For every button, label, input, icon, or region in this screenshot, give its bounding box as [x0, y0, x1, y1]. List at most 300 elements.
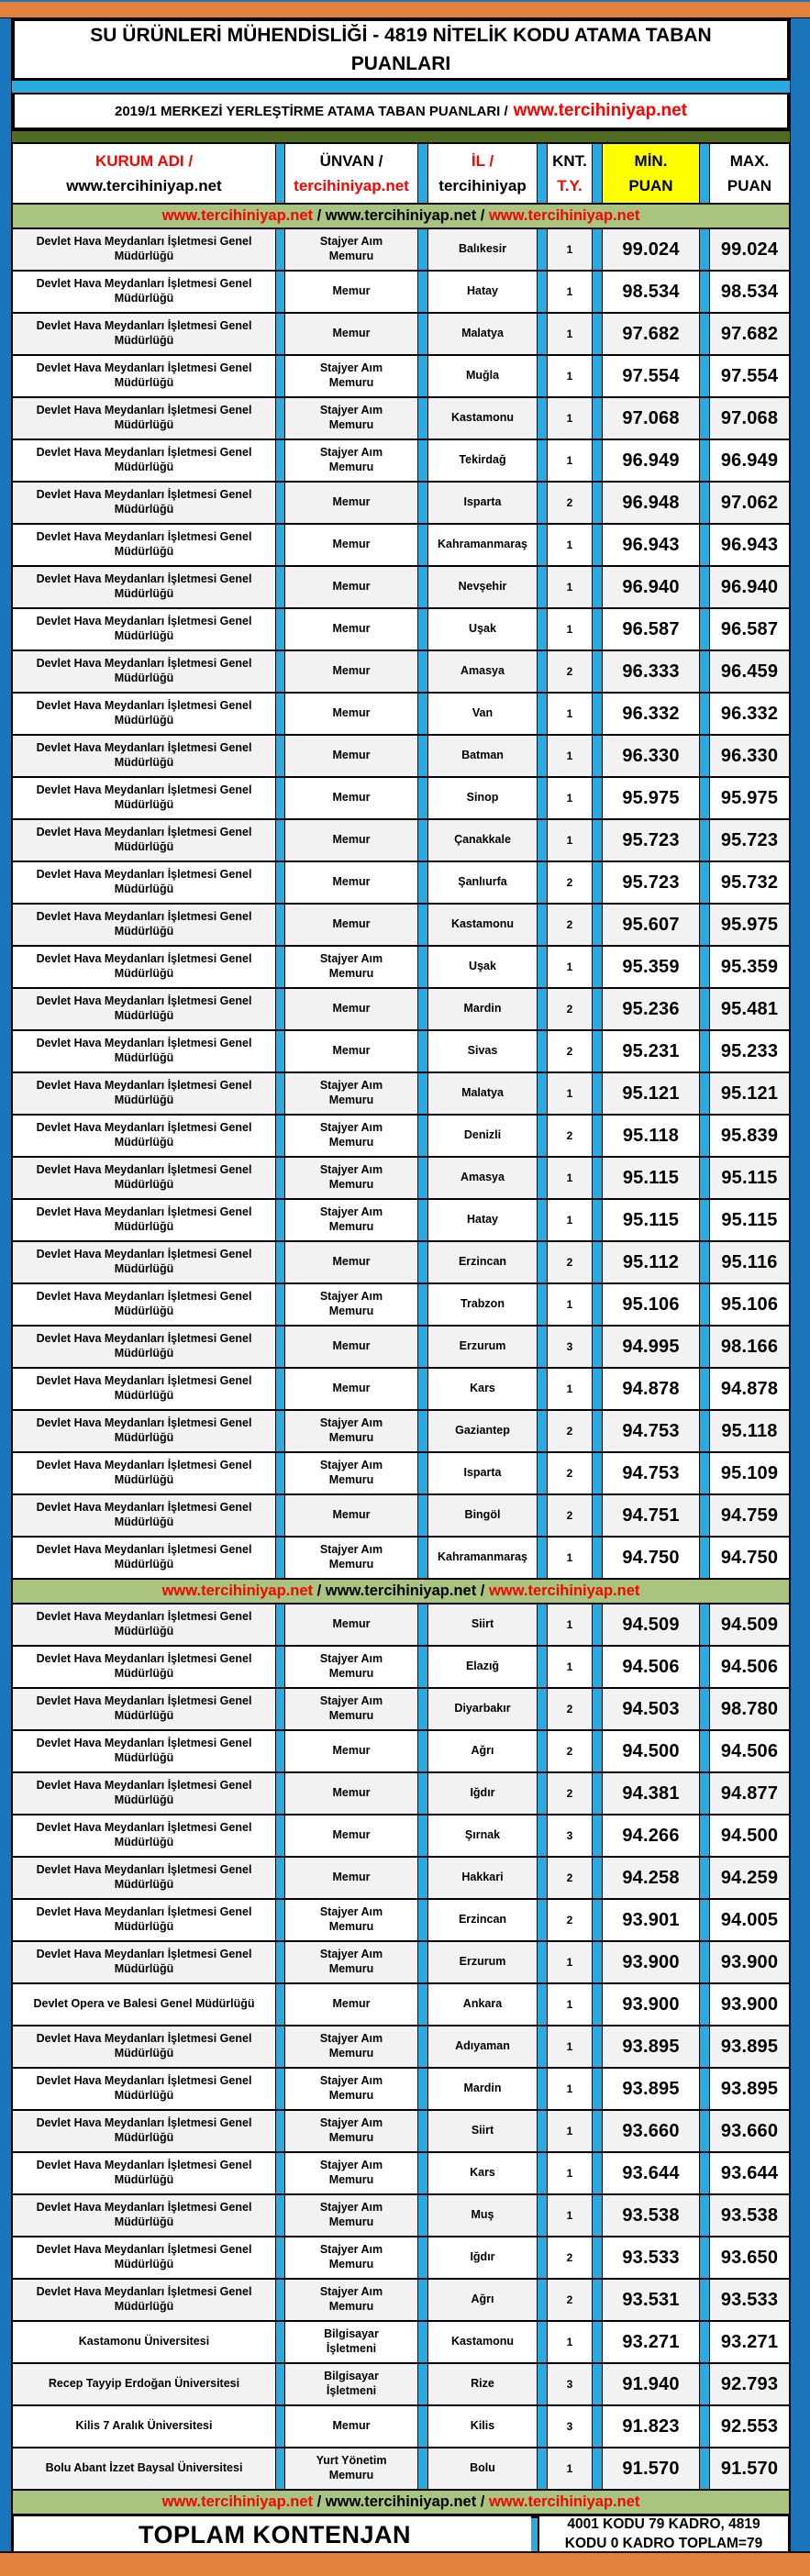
column-gap	[593, 2152, 602, 2194]
cell-max: 93.538	[709, 2194, 790, 2237]
cell-max: 94.878	[709, 1368, 790, 1410]
column-gap	[418, 1072, 427, 1115]
cell-kurum: Devlet Hava Meydanları İşletmesi Genel Müdürlüğü	[12, 777, 276, 819]
cell-knt: 2	[547, 904, 593, 946]
column-gap	[418, 1030, 427, 1072]
table-row	[12, 1368, 790, 1410]
cell-unvan: Stajyer Aım Memuru	[284, 2068, 418, 2110]
cell-knt: 1	[547, 355, 593, 397]
cell-max: 92.553	[709, 2405, 790, 2448]
column-gap	[276, 313, 284, 355]
header-max-puan: MAX. PUAN	[709, 143, 790, 204]
cell-unvan: Stajyer Aım Memuru	[284, 1941, 418, 1983]
cell-max: 93.900	[709, 1983, 790, 2026]
column-gap	[276, 1941, 284, 1983]
column-gap	[700, 1326, 709, 1368]
cell-knt: 1	[547, 1646, 593, 1688]
cell-knt: 2	[547, 1410, 593, 1452]
table-frame	[11, 18, 791, 2555]
table-row	[12, 1604, 790, 1646]
cell-max: 96.949	[709, 439, 790, 482]
cell-il: Ankara	[427, 1983, 538, 2026]
column-gap	[593, 1283, 602, 1326]
cell-il: Bingöl	[427, 1494, 538, 1537]
cell-min: 95.106	[602, 1283, 700, 1326]
column-gap	[700, 861, 709, 904]
column-gap	[593, 1730, 602, 1772]
cell-kurum: Devlet Hava Meydanları İşletmesi Genel Müdürlüğü	[12, 2279, 276, 2321]
table-row	[12, 566, 790, 608]
cell-min: 97.682	[602, 313, 700, 355]
cell-knt: 1	[547, 1157, 593, 1199]
column-gap	[593, 482, 602, 524]
column-gap	[418, 1899, 427, 1941]
column-gap	[593, 2026, 602, 2068]
table-row	[12, 2110, 790, 2152]
cell-il: Malatya	[427, 313, 538, 355]
column-gap	[700, 271, 709, 313]
cell-unvan: Memur	[284, 1983, 418, 2026]
cell-il: Kastamonu	[427, 2321, 538, 2363]
column-gap	[700, 650, 709, 693]
column-gap	[276, 566, 284, 608]
column-gap	[700, 1157, 709, 1199]
column-gap	[538, 439, 547, 482]
table-row	[12, 861, 790, 904]
table-row	[12, 1983, 790, 2026]
tercihiniyap-link: www.tercihiniyap.net	[161, 207, 314, 224]
cell-knt: 2	[547, 1452, 593, 1494]
column-gap	[418, 1494, 427, 1537]
column-gap	[700, 1072, 709, 1115]
tercihiniyap-link: www.tercihiniyap.net	[488, 1582, 640, 1599]
cell-il: Mardin	[427, 2068, 538, 2110]
cell-min: 96.948	[602, 482, 700, 524]
cell-min: 94.266	[602, 1815, 700, 1857]
cell-il: Uşak	[427, 946, 538, 988]
column-gap	[418, 1326, 427, 1368]
cell-unvan: Stajyer Aım Memuru	[284, 1283, 418, 1326]
cell-il: Erzurum	[427, 1941, 538, 1983]
column-gap	[538, 1326, 547, 1368]
column-gap	[276, 1730, 284, 1772]
table-row	[12, 1241, 790, 1283]
cell-unvan: Memur	[284, 1494, 418, 1537]
column-gap	[276, 271, 284, 313]
cell-knt: 3	[547, 2405, 593, 2448]
top-orange-bar	[0, 2, 810, 18]
cell-kurum: Devlet Hava Meydanları İşletmesi Genel Müdürlüğü	[12, 228, 276, 271]
table-header-row	[12, 143, 790, 204]
column-gap	[276, 1604, 284, 1646]
column-gap	[418, 1199, 427, 1241]
cell-knt: 2	[547, 1857, 593, 1899]
column-gap	[700, 608, 709, 650]
cell-max: 93.644	[709, 2152, 790, 2194]
column-gap	[593, 650, 602, 693]
cell-unvan: Stajyer Aım Memuru	[284, 2026, 418, 2068]
cell-min: 95.723	[602, 819, 700, 861]
column-gap	[538, 1072, 547, 1115]
column-gap	[538, 1537, 547, 1579]
column-gap	[700, 1494, 709, 1537]
cell-il: Ağrı	[427, 2279, 538, 2321]
cell-max: 98.780	[709, 1688, 790, 1730]
cell-min: 94.500	[602, 1730, 700, 1772]
column-gap	[700, 904, 709, 946]
cell-knt: 2	[547, 2237, 593, 2279]
table-row	[12, 2405, 790, 2448]
column-gap	[276, 1646, 284, 1688]
cell-max: 96.332	[709, 693, 790, 735]
column-gap	[593, 1199, 602, 1241]
cell-min: 93.660	[602, 2110, 700, 2152]
cell-kurum: Devlet Hava Meydanları İşletmesi Genel Müdürlüğü	[12, 313, 276, 355]
cell-il: Muğla	[427, 355, 538, 397]
table-row	[12, 946, 790, 988]
table-row	[12, 1941, 790, 1983]
cell-knt: 3	[547, 1815, 593, 1857]
cell-il: Muş	[427, 2194, 538, 2237]
cell-min: 93.644	[602, 2152, 700, 2194]
cell-il: Adıyaman	[427, 2026, 538, 2068]
cell-il: Isparta	[427, 1452, 538, 1494]
table-row	[12, 524, 790, 566]
table-row	[12, 2237, 790, 2279]
column-gap	[418, 524, 427, 566]
table-row	[12, 819, 790, 861]
column-gap	[418, 2321, 427, 2363]
cell-max: 94.509	[709, 1604, 790, 1646]
separator-text: www.tercihiniyap.net	[325, 207, 477, 224]
cell-min: 95.231	[602, 1030, 700, 1072]
cell-max: 96.940	[709, 566, 790, 608]
cell-knt: 1	[547, 1983, 593, 2026]
cell-unvan: Stajyer Aım Memuru	[284, 1537, 418, 1579]
column-gap	[593, 819, 602, 861]
column-gap	[593, 143, 602, 204]
cell-kurum: Devlet Hava Meydanları İşletmesi Genel Müdürlüğü	[12, 1199, 276, 1241]
column-gap	[418, 1283, 427, 1326]
column-gap	[418, 988, 427, 1030]
column-gap	[418, 608, 427, 650]
column-gap	[538, 1688, 547, 1730]
cell-min: 96.330	[602, 735, 700, 777]
column-gap	[276, 524, 284, 566]
column-gap	[700, 1899, 709, 1941]
column-gap	[418, 397, 427, 439]
column-gap	[700, 143, 709, 204]
cell-max: 95.115	[709, 1199, 790, 1241]
column-gap	[538, 1857, 547, 1899]
cell-il: Iğdır	[427, 2237, 538, 2279]
cell-unvan: Memur	[284, 1857, 418, 1899]
cell-min: 94.509	[602, 1604, 700, 1646]
cell-min: 99.024	[602, 228, 700, 271]
cell-min: 96.333	[602, 650, 700, 693]
column-gap	[593, 1157, 602, 1199]
url-separator-row	[12, 2490, 790, 2515]
header-unvan: ÜNVAN / tercihiniyap.net	[284, 143, 418, 204]
table-row	[12, 2448, 790, 2490]
column-gap	[700, 1646, 709, 1688]
column-gap	[593, 2237, 602, 2279]
column-gap	[593, 1030, 602, 1072]
column-gap	[418, 819, 427, 861]
column-gap	[276, 1241, 284, 1283]
cell-max: 95.723	[709, 819, 790, 861]
table-row	[12, 2194, 790, 2237]
table-row	[12, 904, 790, 946]
cell-kurum: Recep Tayyip Erdoğan Üniversitesi	[12, 2363, 276, 2405]
cell-kurum: Devlet Hava Meydanları İşletmesi Genel Müdürlüğü	[12, 1537, 276, 1579]
cell-il: Hatay	[427, 1199, 538, 1241]
cell-il: Mardin	[427, 988, 538, 1030]
column-gap	[700, 1368, 709, 1410]
cell-unvan: Stajyer Aım Memuru	[284, 1646, 418, 1688]
cell-knt: 1	[547, 1941, 593, 1983]
column-gap	[418, 1452, 427, 1494]
cell-kurum: Devlet Hava Meydanları İşletmesi Genel Müdürlüğü	[12, 1772, 276, 1815]
column-gap	[276, 1368, 284, 1410]
cell-knt: 2	[547, 988, 593, 1030]
column-gap	[538, 1368, 547, 1410]
cell-knt: 1	[547, 777, 593, 819]
column-gap	[700, 1604, 709, 1646]
cell-min: 93.901	[602, 1899, 700, 1941]
column-gap	[276, 2194, 284, 2237]
column-gap	[276, 1537, 284, 1579]
tercihiniyap-link: www.tercihiniyap.net	[513, 101, 687, 120]
column-gap	[700, 1730, 709, 1772]
column-gap	[538, 1772, 547, 1815]
cell-il: Balıkesir	[427, 228, 538, 271]
cell-unvan: Memur	[284, 1604, 418, 1646]
cell-knt: 1	[547, 228, 593, 271]
cell-knt: 1	[547, 313, 593, 355]
cell-min: 91.570	[602, 2448, 700, 2490]
column-gap	[418, 1537, 427, 1579]
column-gap	[593, 2110, 602, 2152]
column-gap	[418, 2026, 427, 2068]
table-row	[12, 313, 790, 355]
cell-knt: 1	[547, 819, 593, 861]
column-gap	[418, 1688, 427, 1730]
table-row	[12, 1730, 790, 1772]
cell-kurum: Devlet Hava Meydanları İşletmesi Genel Müdürlüğü	[12, 819, 276, 861]
subtitle-text: 2019/1 MERKEZİ YERLEŞTİRME ATAMA TABAN PUANLARI /	[115, 103, 508, 119]
column-gap	[418, 1410, 427, 1452]
cell-kurum: Devlet Hava Meydanları İşletmesi Genel Müdürlüğü	[12, 524, 276, 566]
table-row	[12, 988, 790, 1030]
cell-min: 95.236	[602, 988, 700, 1030]
column-gap	[276, 2321, 284, 2363]
cell-il: Iğdır	[427, 1772, 538, 1815]
cell-knt: 1	[547, 566, 593, 608]
cell-knt: 1	[547, 1368, 593, 1410]
cell-unvan: Memur	[284, 1326, 418, 1368]
column-gap	[593, 2363, 602, 2405]
cell-unvan: Stajyer Aım Memuru	[284, 2110, 418, 2152]
column-gap	[418, 2363, 427, 2405]
cell-max: 96.459	[709, 650, 790, 693]
cell-knt: 1	[547, 397, 593, 439]
cell-knt: 1	[547, 2321, 593, 2363]
column-gap	[276, 608, 284, 650]
cell-min: 93.895	[602, 2068, 700, 2110]
column-gap	[700, 228, 709, 271]
cell-unvan: Memur	[284, 1815, 418, 1857]
cell-max: 96.587	[709, 608, 790, 650]
column-gap	[418, 482, 427, 524]
quota-summary: 4001 KODU 79 KADRO, 4819 KODU 0 KADRO TOPLAM=79	[538, 2515, 790, 2555]
column-gap	[276, 904, 284, 946]
cell-unvan: Stajyer Aım Memuru	[284, 1688, 418, 1730]
cell-unvan: Stajyer Aım Memuru	[284, 946, 418, 988]
cell-kurum: Devlet Hava Meydanları İşletmesi Genel Müdürlüğü	[12, 2237, 276, 2279]
cell-unvan: Stajyer Aım Memuru	[284, 439, 418, 482]
column-gap	[276, 1772, 284, 1815]
column-gap	[538, 2448, 547, 2490]
page-title-box	[12, 18, 790, 81]
cell-max: 95.118	[709, 1410, 790, 1452]
cell-max: 94.506	[709, 1646, 790, 1688]
column-gap	[276, 143, 284, 204]
table-row	[12, 2363, 790, 2405]
cell-il: Denizli	[427, 1115, 538, 1157]
cell-unvan: Stajyer Aım Memuru	[284, 1452, 418, 1494]
table-row	[12, 1772, 790, 1815]
column-gap	[593, 904, 602, 946]
column-gap	[593, 1646, 602, 1688]
column-gap	[593, 1983, 602, 2026]
column-gap	[700, 2194, 709, 2237]
column-gap	[538, 777, 547, 819]
column-gap	[276, 1410, 284, 1452]
cell-knt: 1	[547, 2068, 593, 2110]
cell-knt: 2	[547, 650, 593, 693]
column-gap	[418, 693, 427, 735]
cell-knt: 2	[547, 1494, 593, 1537]
column-gap	[418, 777, 427, 819]
table-row	[12, 397, 790, 439]
table-row	[12, 650, 790, 693]
header-knt: KNT. T.Y.	[547, 143, 593, 204]
cell-min: 96.940	[602, 566, 700, 608]
column-gap	[418, 2237, 427, 2279]
column-gap	[593, 355, 602, 397]
cell-il: Sinop	[427, 777, 538, 819]
cell-min: 94.258	[602, 1857, 700, 1899]
column-gap	[418, 313, 427, 355]
table-row	[12, 2321, 790, 2363]
column-gap	[538, 355, 547, 397]
cell-kurum: Devlet Hava Meydanları İşletmesi Genel Müdürlüğü	[12, 1646, 276, 1688]
column-gap	[276, 1115, 284, 1157]
cell-max: 94.259	[709, 1857, 790, 1899]
column-gap	[276, 1030, 284, 1072]
cell-unvan: Memur	[284, 1772, 418, 1815]
cell-max: 94.877	[709, 1772, 790, 1815]
column-gap	[538, 1199, 547, 1241]
column-gap	[538, 143, 547, 204]
column-gap	[418, 355, 427, 397]
cell-max: 97.068	[709, 397, 790, 439]
cell-unvan: Memur	[284, 777, 418, 819]
cell-kurum: Devlet Hava Meydanları İşletmesi Genel Müdürlüğü	[12, 355, 276, 397]
cell-kurum: Devlet Hava Meydanları İşletmesi Genel Müdürlüğü	[12, 566, 276, 608]
column-gap	[418, 2152, 427, 2194]
column-gap	[538, 1941, 547, 1983]
cell-knt: 1	[547, 2152, 593, 2194]
column-gap	[700, 2110, 709, 2152]
cell-max: 94.005	[709, 1899, 790, 1941]
cell-il: Kastamonu	[427, 397, 538, 439]
cell-min: 95.607	[602, 904, 700, 946]
column-gap	[418, 2068, 427, 2110]
column-gap	[700, 439, 709, 482]
column-gap	[538, 1452, 547, 1494]
column-gap	[593, 608, 602, 650]
column-gap	[700, 1537, 709, 1579]
cell-kurum: Devlet Hava Meydanları İşletmesi Genel Müdürlüğü	[12, 482, 276, 524]
cell-min: 93.538	[602, 2194, 700, 2237]
cell-kurum: Kastamonu Üniversitesi	[12, 2321, 276, 2363]
cell-min: 96.949	[602, 439, 700, 482]
cell-knt: 1	[547, 1537, 593, 1579]
cell-min: 97.554	[602, 355, 700, 397]
column-gap	[538, 1494, 547, 1537]
cell-knt: 1	[547, 1199, 593, 1241]
column-gap	[593, 1772, 602, 1815]
column-gap	[418, 2405, 427, 2448]
column-gap	[538, 2237, 547, 2279]
cell-kurum: Devlet Hava Meydanları İşletmesi Genel Müdürlüğü	[12, 1072, 276, 1115]
column-gap	[593, 1452, 602, 1494]
cell-kurum: Devlet Hava Meydanları İşletmesi Genel Müdürlüğü	[12, 1857, 276, 1899]
column-gap	[593, 271, 602, 313]
tercihiniyap-link: www.tercihiniyap.net	[488, 2493, 640, 2510]
cell-unvan: Yurt Yönetim Memuru	[284, 2448, 418, 2490]
cell-il: Şanlıurfa	[427, 861, 538, 904]
cell-il: Kahramanmaraş	[427, 524, 538, 566]
column-gap	[418, 1730, 427, 1772]
column-gap	[700, 1199, 709, 1241]
cell-min: 94.381	[602, 1772, 700, 1815]
cell-unvan: Stajyer Aım Memuru	[284, 1199, 418, 1241]
column-gap	[538, 566, 547, 608]
cell-unvan: Memur	[284, 2405, 418, 2448]
column-gap	[700, 693, 709, 735]
cell-unvan: Stajyer Aım Memuru	[284, 2237, 418, 2279]
cell-kurum: Devlet Hava Meydanları İşletmesi Genel Müdürlüğü	[12, 1452, 276, 1494]
column-gap	[593, 313, 602, 355]
column-gap	[593, 397, 602, 439]
page	[0, 2, 810, 2576]
column-gap	[538, 1283, 547, 1326]
column-gap	[593, 1072, 602, 1115]
cell-max: 93.900	[709, 1941, 790, 1983]
column-gap	[700, 482, 709, 524]
column-gap	[593, 735, 602, 777]
cell-kurum: Devlet Hava Meydanları İşletmesi Genel Müdürlüğü	[12, 1157, 276, 1199]
cell-il: Rize	[427, 2363, 538, 2405]
cell-max: 95.115	[709, 1157, 790, 1199]
column-gap	[276, 777, 284, 819]
cell-knt: 1	[547, 271, 593, 313]
cell-kurum: Devlet Hava Meydanları İşletmesi Genel Müdürlüğü	[12, 1941, 276, 1983]
cell-kurum: Devlet Hava Meydanları İşletmesi Genel Müdürlüğü	[12, 2068, 276, 2110]
